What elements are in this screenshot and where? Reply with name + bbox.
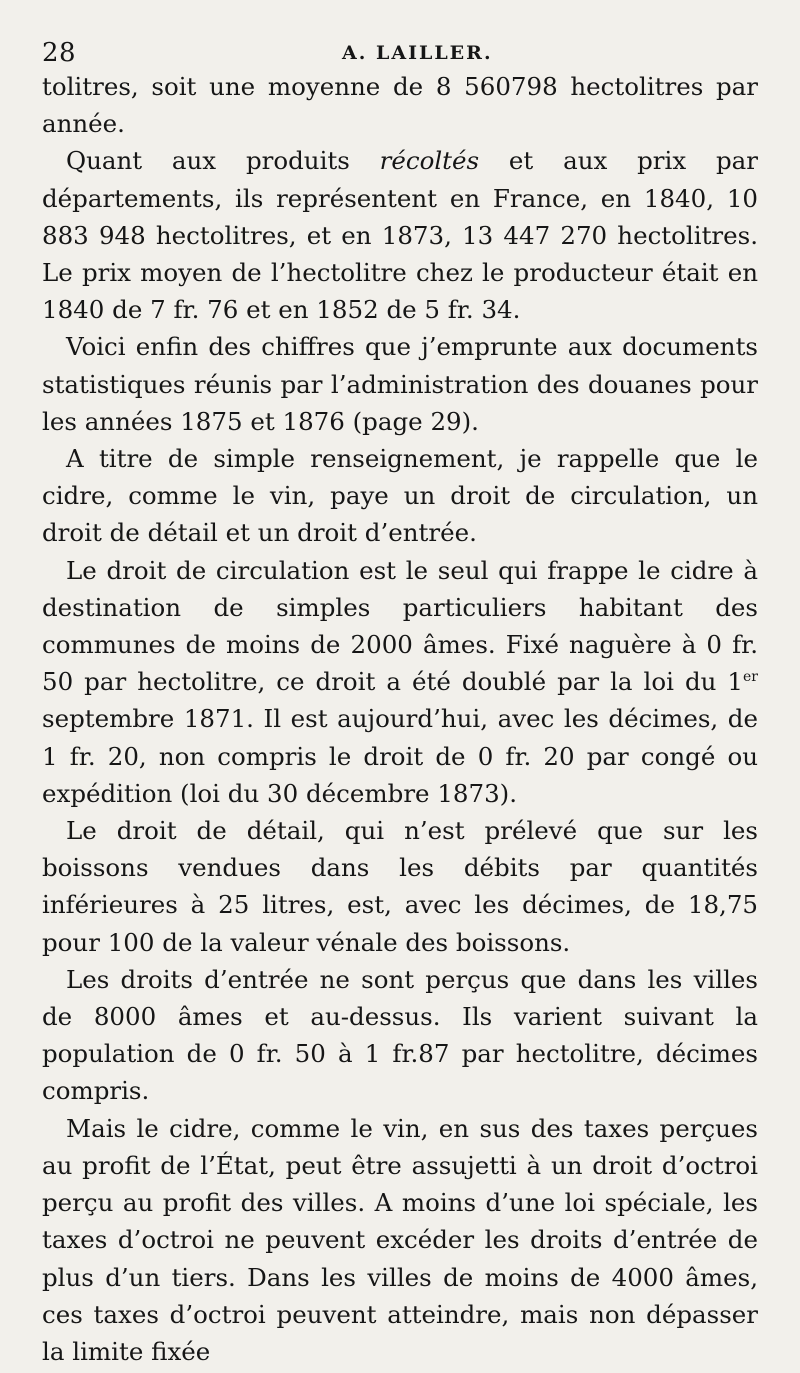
paragraph-entry-duty <box>42 961 758 1110</box>
paragraph-customs-figures <box>42 328 758 440</box>
emphasis-recoltes: récoltés <box>379 146 480 176</box>
paragraph-circulation-duty <box>42 552 758 812</box>
paragraph-text: Les droits d’entrée ne sont perçus que dans les villes de 8000 âmes et au-dessus. Ils varient suivant la population de 0 fr. 50 à 1 fr.87 par hectolitre, décimes compris. <box>42 964 758 1106</box>
paragraph-text: Le droit de circulation est le seul qui frappe le cidre à destination de simples particuliers habitant des communes de moins de 2000 âmes. Fixé naguère à 0 fr. 50 par hectolitre, ce droit a été doublé par la loi du 1 <box>42 555 758 697</box>
paragraph-text: Mais le cidre, comme le vin, en sus des taxes perçues au profit de l’État, peut être assujetti à un droit d’octroi perçu au profit des villes. A moins d’une loi spéciale, les taxes d’octroi ne peuvent excéder les droits d’entrée de plus d’un tiers. Dans les villes de moins de 4000 âmes, ces taxes d’octroi peuvent atteindre, mais non dépasser la limite fixée <box>42 1113 758 1366</box>
paragraph-continuation <box>42 68 758 142</box>
page-header <box>42 38 760 70</box>
paragraph-octroi-duty <box>42 1110 758 1370</box>
paragraph-text: et aux prix par départements, ils représentent en France, en 1840, 10 883 948 hectolitres, et en 1873, 13 447 270 hectolitres. Le prix moyen de l’hectolitre chez le producteur était en 1840 de 7 fr. 76 et en 1852 de 5 fr. 34. <box>42 146 759 325</box>
paragraph-text: Quant aux produits <box>66 146 380 176</box>
paragraph-text: tolitres, soit une moyenne de 8 560798 hectolitres par année. <box>42 72 758 139</box>
paragraph-retail-duty <box>42 812 758 961</box>
body-text <box>42 68 758 1370</box>
running-title: A. LAILLER. <box>342 42 493 64</box>
paragraph-text: Le droit de détail, qui n’est prélevé que sur les boissons vendues dans les débits par quantités inférieures à 25 litres, est, avec les décimes, de 18,75 pour 100 de la valeur vénale des boissons. <box>42 816 758 957</box>
page-number: 28 <box>42 38 77 68</box>
paragraph-text: A titre de simple renseignement, je rappelle que le cidre, comme le vin, paye un droit de circulation, un droit de détail et un droit d’entrée. <box>42 444 758 548</box>
paragraph-text: septembre 1871. Il est aujourd’hui, avec les décimes, de 1 fr. 20, non compris le droit de 0 fr. 20 par congé ou expédition (loi du 30 décembre 1873). <box>42 704 758 808</box>
paragraph-products-prices <box>42 142 758 328</box>
paragraph-text: Voici enfin des chiffres que j’emprunte aux documents statistiques réunis par l’administration des douanes pour les années 1875 et 1876 (page 29). <box>42 332 758 436</box>
superscript-er: er <box>743 669 758 686</box>
paragraph-duties-overview <box>42 440 758 552</box>
